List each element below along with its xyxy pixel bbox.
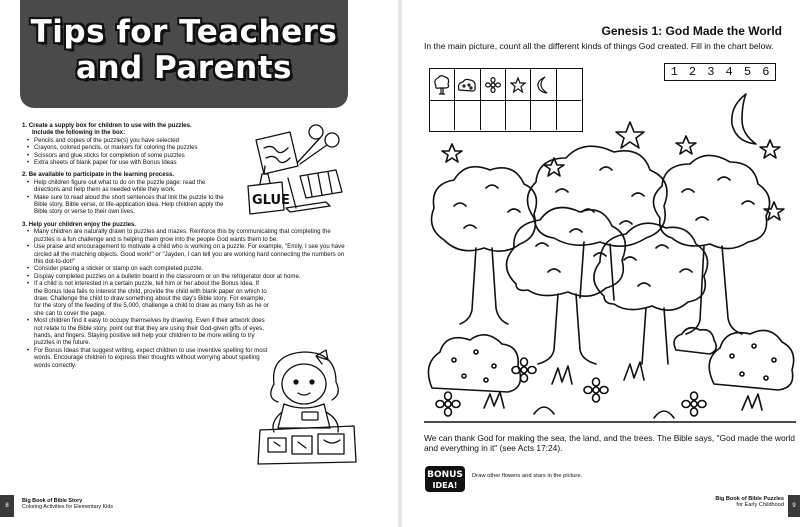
activity-title: Genesis 1: God Made the World [601,24,782,38]
flower-icon [584,378,608,402]
count-number: 1 [670,65,678,79]
tip-item: • For Bonus Ideas that suggest writing, expect children to use inventive spelling for most words. Encourage children to express their thoughts without worrying about spelling words correctly. [34,347,269,369]
activity-instructions: In the main picture, count all the different kinds of things God created. Fill in the chart below. [424,41,774,51]
tip-heading-3: 3. Help your children enjoy the puzzles. [22,220,137,228]
tip-items-1 [22,137,227,167]
tip-item: • Use praise and encouragement to motivate a child who is working on a puzzle. For example, "Emily, I see you have circled all the matching objects. Good work!" or "Jayden, I can tell you are working hard connecting the numbers on this dot-to-dot!" [34,243,349,265]
count-number: 6 [762,65,770,79]
tip-item: • If a child is not interested in a certain puzzle, tell him or her about the Bonus Idea. If the Bonus Idea fails to interest the child, provide the child with blank paper on which to draw. Challenge the child to draw something about the day's Bible story. For example, for the story of the feeding of the 5,000, challenge a child to draw as many fish as he or she can to cover the page. [34,280,269,317]
tree-icon [653,155,769,334]
flower-icon [682,392,706,416]
tip-item: • Scissors and glue sticks for completion of some puzzles [34,152,227,159]
tree-icon [432,167,537,324]
bonus-idea-badge [424,465,466,493]
shrub-icon [674,328,716,354]
tip-heading-1: 1. Create a supply box for children to use with the puzzles. [22,122,192,129]
tip-item: • Many children are naturally drawn to puzzles and mazes. Reinforce this by communicating that completing the puzzles is a fun challenge and is helping them grow into the people God wants them to be. [34,228,349,243]
scripture-text: We can thank God for making the sea, the land, and the trees. The Bible says, "God made the world and everything in it" (see Acts 17:24). [424,433,795,454]
star-icon [616,122,644,148]
tip-item: • Make sure to read aloud the short sentences that link the puzzle to the Bible story, Bible verse, or life-application idea. Help children apply the Bible story or verse to their own lives. [34,194,232,216]
star-icon [676,136,696,154]
footer-right-subtitle: for Early Childhood [736,502,784,509]
title-line-2: and Parents [76,50,292,86]
count-number: 3 [707,65,715,79]
creation-scene-illustration [424,88,796,424]
footer-left-subtitle: Coloring Activities for Elementary Kids [22,504,114,511]
flower-icon [436,392,460,416]
tip-item: • Display completed puzzles on a bulletin board in the classroom or on the refrigerator door at home. [34,273,349,280]
star-icon [760,140,780,158]
tip-heading-2: 2. Be available to participate in the learning process. [22,171,175,179]
page-number-right: 9 [788,495,800,517]
page-number-left: 8 [0,495,14,517]
tip-item: • Crayons, colored pencils, or markers for coloring the puzzles [34,144,227,151]
tip-item: • Extra sheets of blank paper for use with Bonus Ideas [34,159,227,166]
count-number-strip [664,63,776,81]
tip-item: • Most children find it easy to occupy themselves by drawing. Even if their artwork does not relate to the Bible story, point out that they are using their God-given gifts of eyes, hands, and fingers. Staying positive will help your children to be more willing to try puzzles in the future. [34,317,269,347]
bonus-label-1: BONUS [427,470,463,480]
shrub-icon [428,335,520,392]
moon-icon [732,94,756,144]
tree-icon [506,208,625,365]
footer-right-title: Big Book of Bible Puzzles [715,496,784,502]
footer-left [22,498,113,511]
tip-item: • Consider placing a sticker or stamp on each completed puzzle. [34,265,349,272]
count-number: 5 [743,65,752,79]
tip-item: • Pencils and copies of the puzzle(s) you have selected [34,137,227,144]
tip-subheading-1: Include the following in the box: [32,129,126,137]
shrub-icon [709,330,793,390]
bonus-label-2: IDEA! [432,481,458,490]
page-title [20,14,348,86]
girl-coloring-illustration [256,346,358,466]
footer-left-title: Big Book of Bible Story [22,498,83,504]
count-number: 4 [725,65,733,79]
title-line-1: Tips for Teachers [30,14,338,50]
bonus-idea-text: Draw other flowers and stars in the picture. [472,473,583,479]
footer-right [402,496,784,508]
supplies-illustration [238,118,348,216]
count-number: 2 [688,65,697,79]
left-page [0,0,398,527]
star-icon [544,158,564,176]
glue-label: GLUE [252,193,290,208]
tree-icon [594,223,708,364]
tip-item: • Help children figure out what to do on the puzzle page: read the directions and help them as needed while they work. [34,179,232,194]
flower-icon [512,358,536,382]
star-icon [442,144,462,162]
right-page [402,0,800,527]
tip-items-2 [22,179,232,216]
title-banner [20,0,348,108]
